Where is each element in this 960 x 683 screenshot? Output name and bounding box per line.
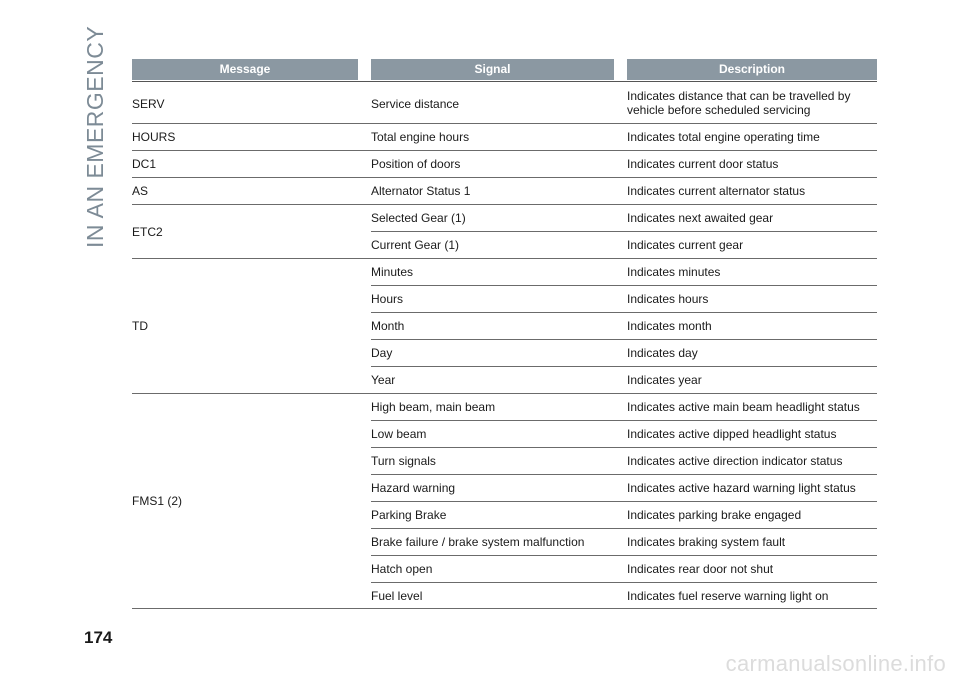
signal-brake-failure: Brake failure / brake system malfunction: [371, 535, 585, 549]
signal-total-engine-hours: Total engine hours: [371, 130, 470, 144]
description-year: Indicates year: [627, 373, 702, 387]
signal-high-beam: High beam, main beam: [371, 400, 496, 414]
signal-parking-brake: Parking Brake: [371, 508, 447, 522]
sub-row-divider: [371, 420, 877, 421]
row-divider: [132, 150, 877, 151]
row-divider: [132, 123, 877, 124]
description-hours: Indicates total engine operating time: [627, 130, 820, 144]
page-number: 174: [84, 628, 113, 647]
description-hatch-open: Indicates rear door not shut: [627, 562, 774, 576]
signal-hazard-warning: Hazard warning: [371, 481, 456, 495]
description-serv-line1: Indicates distance that can be travelled by: [627, 89, 851, 103]
signal-alternator-status: Alternator Status 1: [371, 184, 471, 198]
description-hours-td: Indicates hours: [627, 292, 709, 306]
sub-row-divider: [371, 231, 877, 232]
description-brake-failure: Indicates braking system fault: [627, 535, 786, 549]
signal-current-gear: Current Gear (1): [371, 238, 460, 252]
signal-minutes: Minutes: [371, 265, 414, 279]
signal-service-distance: Service distance: [371, 97, 460, 111]
sub-row-divider: [371, 474, 877, 475]
row-divider: [132, 177, 877, 178]
row-divider: [132, 258, 877, 259]
table-bottom-rule: [132, 608, 877, 609]
row-divider: [132, 393, 877, 394]
signal-selected-gear: Selected Gear (1): [371, 211, 466, 225]
signal-low-beam: Low beam: [371, 427, 427, 441]
sub-row-divider: [371, 339, 877, 340]
message-serv: SERV: [132, 97, 165, 111]
footer-watermark: carmanualsonline.info: [725, 651, 946, 676]
header-message: Message: [132, 59, 358, 80]
sub-row-divider: [371, 312, 877, 313]
description-parking-brake: Indicates parking brake engaged: [627, 508, 802, 522]
sub-row-divider: [371, 501, 877, 502]
description-fuel-level: Indicates fuel reserve warning light on: [627, 589, 829, 603]
section-title: IN AN EMERGENCY: [82, 25, 108, 248]
signal-turn-signals: Turn signals: [371, 454, 436, 468]
description-serv-line2: vehicle before scheduled servicing: [627, 103, 811, 117]
header-rule: [132, 81, 877, 82]
description-hazard-warning: Indicates active hazard warning light status: [627, 481, 856, 495]
description-selected-gear: Indicates next awaited gear: [627, 211, 774, 225]
signal-hours: Hours: [371, 292, 404, 306]
sub-row-divider: [371, 528, 877, 529]
message-td: TD: [132, 319, 148, 333]
message-dc1: DC1: [132, 157, 157, 171]
message-fms1: FMS1 (2): [132, 494, 183, 508]
signal-year: Year: [371, 373, 396, 387]
sub-row-divider: [371, 366, 877, 367]
sub-row-divider: [371, 555, 877, 556]
signal-day: Day: [371, 346, 393, 360]
row-divider: [132, 204, 877, 205]
description-turn-signals: Indicates active direction indicator status: [627, 454, 843, 468]
message-etc2: ETC2: [132, 225, 163, 239]
header-signal: Signal: [371, 59, 614, 80]
message-hours: HOURS: [132, 130, 176, 144]
description-low-beam: Indicates active dipped headlight status: [627, 427, 837, 441]
header-description: Description: [627, 59, 877, 80]
signal-position-of-doors: Position of doors: [371, 157, 461, 171]
signal-fuel-level: Fuel level: [371, 589, 423, 603]
description-day: Indicates day: [627, 346, 698, 360]
sub-row-divider: [371, 285, 877, 286]
message-as: AS: [132, 184, 149, 198]
signal-hatch-open: Hatch open: [371, 562, 433, 576]
sub-row-divider: [371, 582, 877, 583]
sub-row-divider: [371, 447, 877, 448]
description-current-gear: Indicates current gear: [627, 238, 744, 252]
description-dc1: Indicates current door status: [627, 157, 779, 171]
description-high-beam: Indicates active main beam headlight status: [627, 400, 860, 414]
description-month: Indicates month: [627, 319, 712, 333]
description-minutes: Indicates minutes: [627, 265, 721, 279]
description-as: Indicates current alternator status: [627, 184, 806, 198]
signal-month: Month: [371, 319, 405, 333]
